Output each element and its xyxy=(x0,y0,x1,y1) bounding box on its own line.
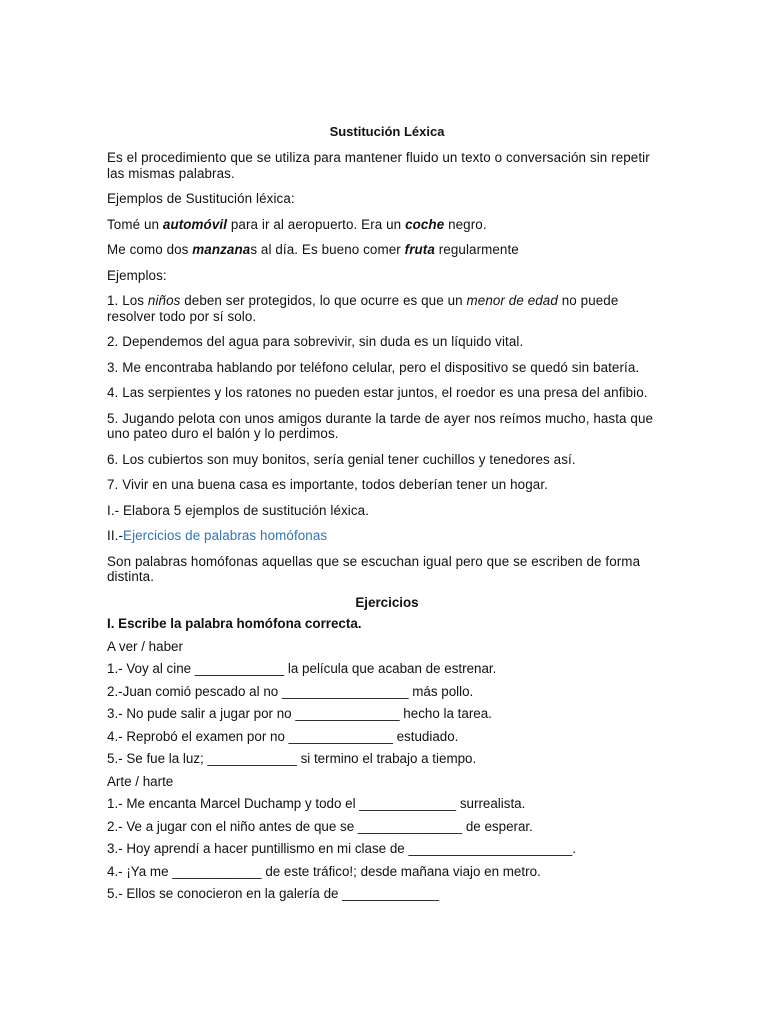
numbered-example-2: 2. Dependemos del agua para sobrevivir, sin duda es un líquido vital. xyxy=(107,334,524,349)
item-1-word-2: menor de edad xyxy=(466,293,558,308)
group-1-label: A ver / haber xyxy=(107,638,183,654)
homophones-definition: Son palabras homófonas aquellas que se escuchan igual pero que se escriben de forma distinta. xyxy=(107,553,641,584)
example-2-word-2: fruta xyxy=(404,242,435,257)
example-1-after: negro. xyxy=(444,216,487,232)
example-1-word-1: automóvil xyxy=(162,216,228,232)
group-2-item: 2.- Ve a jugar con el niño antes de que se ______________ de esperar. xyxy=(107,818,533,834)
group-2-item: 4.- ¡Ya me ____________ de este tráfico!; desde mañana viajo en metro. xyxy=(107,863,541,879)
item-1-word-1: niños xyxy=(147,293,181,308)
item-1-before: 1. Los xyxy=(107,293,148,308)
group-2-label: Arte / harte xyxy=(107,773,174,789)
group-1-item: 4.- Reprobó el examen por no ______________ estudiado. xyxy=(107,728,459,744)
group-2-item: 1.- Me encanta Marcel Duchamp y todo el _____________ surrealista. xyxy=(107,796,526,811)
numbered-example-7: 7. Vivir en una buena casa es importante, todos deberían tener un hogar. xyxy=(107,477,548,492)
example-sentence-1 xyxy=(107,217,667,233)
example-sentence-2 xyxy=(107,242,667,258)
example-2-after: regularmente xyxy=(434,242,519,257)
numbered-example-6: 6. Los cubiertos son muy bonitos, sería genial tener cuchillos y tenedores así. xyxy=(107,451,576,467)
example-2-middle: s al día. Es bueno comer xyxy=(250,242,405,257)
example-2-before: Me como dos xyxy=(107,242,193,257)
item-1-after: no puede resolver todo por sí solo. xyxy=(107,293,619,324)
group-1-item: 5.- Se fue la luz; ____________ si termino el trabajo a tiempo. xyxy=(107,751,477,766)
group-2-item: 3.- Hoy aprendí a hacer puntillismo en mi clase de ______________________. xyxy=(107,841,576,856)
task-1: I.- Elabora 5 ejemplos de sustitución léxica. xyxy=(107,502,370,518)
exercises-heading: Ejercicios xyxy=(355,594,419,610)
item-1-middle: deben ser protegidos, lo que ocurre es que un xyxy=(180,293,467,308)
document-page xyxy=(107,118,667,909)
section-2-heading xyxy=(107,528,667,544)
examples-heading: Ejemplos de Sustitución léxica: xyxy=(107,191,295,206)
example-1-middle: para ir al aeropuerto. Era un xyxy=(227,216,406,232)
example-1-word-2: coche xyxy=(405,216,445,232)
section-2-prefix: II.- xyxy=(107,528,124,543)
example-1-before: Tomé un xyxy=(107,216,163,232)
numbered-example-1 xyxy=(107,293,667,324)
group-1-item: 1.- Voy al cine ____________ la película que acaban de estrenar. xyxy=(107,661,497,676)
group-2-item: 5.- Ellos se conocieron en la galería de _____________ xyxy=(107,886,440,901)
numbered-example-5: 5. Jugando pelota con unos amigos durante la tarde de ayer nos reímos mucho, hasta que uno pateo duro el balón y lo perdimos. xyxy=(107,410,654,441)
document-title: Sustitución Léxica xyxy=(329,124,445,139)
group-1-item: 3.- No pude salir a jugar por no ______________ hecho la tarea. xyxy=(107,706,492,721)
examples-label: Ejemplos: xyxy=(107,267,167,283)
exercise-instruction: I. Escribe la palabra homófona correcta. xyxy=(107,616,362,631)
intro-paragraph: Es el procedimiento que se utiliza para mantener fluido un texto o conversación sin repetir las mismas palabras. xyxy=(107,150,650,181)
example-2-word-1: manzana xyxy=(192,242,251,257)
numbered-example-4: 4. Las serpientes y los ratones no pueden estar juntos, el roedor es una presa del anfibio. xyxy=(107,385,648,400)
section-2-link[interactable]: Ejercicios de palabras homófonas xyxy=(123,528,328,543)
group-1-item: 2.-Juan comió pescado al no _________________ más pollo. xyxy=(107,683,474,699)
numbered-example-3: 3. Me encontraba hablando por teléfono celular, pero el dispositivo se quedó sin batería. xyxy=(107,359,640,375)
